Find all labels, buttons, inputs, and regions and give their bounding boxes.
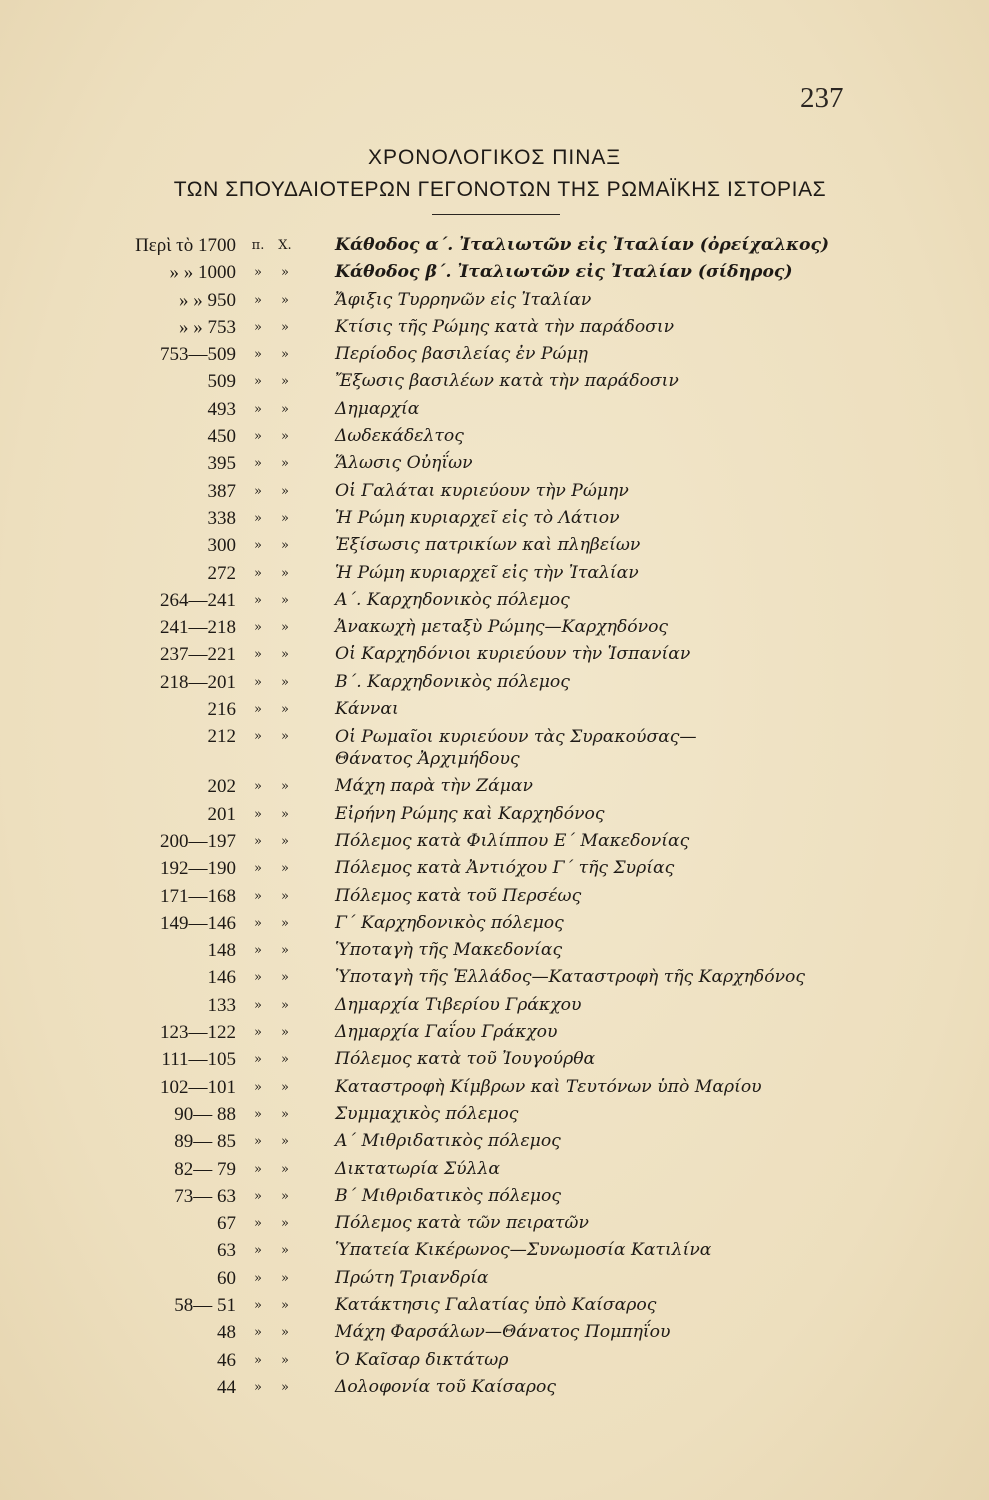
row-era-marker: »: [254, 806, 262, 822]
row-date: » » 753: [179, 316, 236, 338]
row-era-marker: »: [254, 401, 262, 417]
row-era-marker: »: [281, 1106, 289, 1122]
row-era-marker: »: [254, 861, 262, 877]
row-event: Περίοδος βασιλείας ἐν Ρώμῃ: [335, 344, 588, 365]
row-event: Ἔξωσις βασιλέων κατὰ τὴν παράδοσιν: [335, 371, 679, 392]
chronology-row: [0, 532, 989, 559]
chronology-row: [0, 450, 989, 477]
row-era-marker: »: [254, 702, 262, 718]
row-event: Οἱ Καρχηδόνιοι κυριεύουν τὴν Ἱσπανίαν: [335, 644, 691, 665]
row-event: Πόλεμος κατὰ τῶν πειρατῶν: [335, 1213, 589, 1234]
row-era-marker: »: [254, 429, 262, 445]
row-date: 102—101: [160, 1076, 236, 1098]
chronology-row: [0, 855, 989, 882]
chronology-row: [0, 232, 989, 259]
row-era-marker: »: [281, 779, 289, 795]
row-event: Δικτατωρία Σύλλα: [335, 1158, 500, 1179]
chronology-row: [0, 773, 989, 800]
row-era-marker: »: [281, 943, 289, 959]
row-era-marker: »: [281, 1079, 289, 1095]
row-event: Κάθοδος β΄. Ἰταλιωτῶν εἰς Ἰταλίαν (σίδηρος): [335, 262, 793, 283]
row-era-marker: »: [254, 483, 262, 499]
row-era-marker: »: [254, 1243, 262, 1259]
row-event: Οἱ Ρωμαῖοι κυριεύουν τὰς Συρακούσας—Θάνατος Ἀρχιμήδους: [335, 727, 697, 770]
chronology-row: [0, 937, 989, 964]
row-era-marker: »: [254, 620, 262, 636]
chronology-row: [0, 423, 989, 450]
row-event: Κάνναι: [335, 699, 399, 720]
row-era-marker: »: [281, 1243, 289, 1259]
row-date: 73— 63: [174, 1185, 236, 1207]
row-date: 200—197: [160, 830, 236, 852]
row-date: 123—122: [160, 1022, 236, 1044]
chronology-row: [0, 259, 989, 286]
chronology-row: [0, 641, 989, 668]
chronology-row: [0, 801, 989, 828]
chronology-row: [0, 1347, 989, 1374]
row-era-marker: »: [281, 1352, 289, 1368]
chronology-row: [0, 1265, 989, 1292]
row-date: 82— 79: [174, 1158, 236, 1180]
row-date: 272: [207, 562, 236, 584]
chronology-row: [0, 696, 989, 723]
row-date: 237—221: [160, 644, 236, 666]
row-event: Ἀνακωχὴ μεταξὺ Ρώμης—Καρχηδόνος: [335, 617, 669, 638]
row-era-marker: »: [281, 429, 289, 445]
row-date: 202: [207, 776, 236, 798]
row-era-marker: »: [281, 347, 289, 363]
row-era-marker: »: [254, 915, 262, 931]
chronology-row: [0, 505, 989, 532]
row-era-marker: »: [281, 702, 289, 718]
row-event: Δωδεκάδελτος: [335, 426, 464, 447]
row-era-marker: »: [254, 729, 262, 745]
row-date: 338: [207, 507, 236, 529]
row-event: Γ΄ Καρχηδονικὸς πόλεμος: [335, 912, 564, 933]
row-event: Κάθοδος α΄. Ἰταλιωτῶν εἰς Ἰταλίαν (ὀρείχαλκος): [335, 235, 830, 255]
row-date: 133: [207, 994, 236, 1016]
row-era-marker: »: [281, 538, 289, 554]
row-event: Οἱ Γαλάται κυριεύουν τὴν Ρώμην: [335, 480, 629, 501]
row-era-marker: »: [254, 1270, 262, 1286]
row-date: 264—241: [160, 589, 236, 611]
row-event: Ὁ Καῖσαρ δικτάτωρ: [335, 1349, 509, 1370]
row-date: 149—146: [160, 912, 236, 934]
row-date: 58— 51: [174, 1294, 236, 1316]
row-event: Μάχη παρὰ τὴν Ζάμαν: [335, 776, 533, 797]
row-era-marker: »: [281, 674, 289, 690]
row-date: 387: [207, 480, 236, 502]
row-era-marker: »: [281, 1270, 289, 1286]
table-title: ΧΡΟΝΟΛΟΓΙΚΟΣ ΠΙΝΑΞ: [367, 146, 622, 169]
row-era-marker: »: [254, 970, 262, 986]
row-event: Α΄ Μιθριδατικὸς πόλεμος: [335, 1131, 561, 1152]
row-era-marker: »: [254, 456, 262, 472]
row-date: 241—218: [160, 617, 236, 639]
row-date: 90— 88: [174, 1103, 236, 1125]
row-event: Δημαρχία Γαΐου Γράκχου: [335, 1022, 558, 1043]
row-event: Β΄ Μιθριδατικὸς πόλεμος: [335, 1185, 562, 1206]
chronology-row: [0, 1374, 989, 1401]
row-era-marker: »: [281, 510, 289, 526]
row-date: 46: [217, 1349, 236, 1371]
row-date: » » 950: [179, 289, 236, 311]
row-date: 63: [217, 1240, 236, 1262]
chronology-row: [0, 478, 989, 505]
row-date: 146: [207, 967, 236, 989]
row-event: Ἄφιξις Τυρρηνῶν εἰς Ἰταλίαν: [335, 289, 592, 310]
chronology-row: [0, 910, 989, 937]
row-date: 171—168: [160, 885, 236, 907]
chronology-row: [0, 287, 989, 314]
row-date: 148: [207, 940, 236, 962]
row-event: Ἅλωσις Οὐηΐων: [335, 453, 473, 474]
row-date: 216: [207, 699, 236, 721]
row-event: Εἰρήνη Ρώμης καὶ Καρχηδόνος: [335, 803, 605, 824]
chronology-row: [0, 314, 989, 341]
row-event: Πόλεμος κατὰ Ἀντιόχου Γ΄ τῆς Συρίας: [335, 858, 675, 879]
chronology-row: [0, 341, 989, 368]
row-date: 44: [217, 1376, 236, 1398]
chronology-row: [0, 1183, 989, 1210]
row-era-marker: »: [254, 1325, 262, 1341]
row-era-marker: »: [254, 565, 262, 581]
row-date: 201: [207, 803, 236, 825]
row-era-marker: »: [281, 565, 289, 581]
row-date: 212: [207, 726, 236, 748]
row-era-marker: »: [254, 833, 262, 849]
row-event: Α΄. Καρχηδονικὸς πόλεμος: [335, 589, 570, 610]
row-event: Ὑποταγὴ τῆς Μακεδονίας: [335, 940, 563, 961]
row-era-marker: »: [254, 292, 262, 308]
row-event: Δημαρχία Τιβερίου Γράκχου: [335, 994, 582, 1015]
row-event: Β΄. Καρχηδονικὸς πόλεμος: [335, 671, 570, 692]
row-era-marker: »: [254, 888, 262, 904]
row-event: Ἐξίσωσις πατρικίων καὶ πληβείων: [335, 535, 641, 556]
row-event: Ὑποταγὴ τῆς Ἑλλάδος—Καταστροφὴ τῆς Καρχηδόνος: [335, 967, 805, 988]
row-era-marker: »: [281, 292, 289, 308]
row-era-marker: Χ.: [278, 238, 292, 253]
row-event: Συμμαχικὸς πόλεμος: [335, 1103, 519, 1124]
chronology-row: [0, 614, 989, 641]
chronology-row: [0, 723, 989, 773]
row-event: Κτίσις τῆς Ρώμης κατὰ τὴν παράδοσιν: [335, 316, 675, 337]
row-era-marker: »: [254, 374, 262, 390]
row-era-marker: »: [281, 265, 289, 281]
row-event: Πόλεμος κατὰ τοῦ Περσέως: [335, 885, 582, 906]
row-era-marker: »: [281, 970, 289, 986]
row-era-marker: »: [281, 401, 289, 417]
row-era-marker: »: [281, 374, 289, 390]
row-event: Πόλεμος κατὰ τοῦ Ἰουγούρθα: [335, 1049, 596, 1070]
row-era-marker: »: [281, 1134, 289, 1150]
row-era-marker: »: [254, 592, 262, 608]
row-era-marker: »: [254, 779, 262, 795]
row-event: Καταστροφὴ Κίμβρων καὶ Τευτόνων ὑπὸ Μαρίου: [335, 1076, 762, 1097]
row-era-marker: »: [281, 729, 289, 745]
row-era-marker: »: [254, 1188, 262, 1204]
row-event: Ἡ Ρώμη κυριαρχεῖ εἰς τὸ Λάτιον: [335, 507, 620, 528]
row-date: 395: [207, 453, 236, 475]
row-event: Δημαρχία: [335, 398, 420, 419]
chronology-row: [0, 1319, 989, 1346]
chronology-row: [0, 1210, 989, 1237]
chronology-row: [0, 883, 989, 910]
row-date: 300: [207, 535, 236, 557]
chronology-row: [0, 1156, 989, 1183]
row-era-marker: »: [254, 1134, 262, 1150]
chronology-row: [0, 1019, 989, 1046]
row-era-marker: »: [281, 806, 289, 822]
chronology-row: [0, 1074, 989, 1101]
row-event: Ὑπατεία Κικέρωνος—Συνωμοσία Κατιλίνα: [335, 1240, 712, 1261]
chronology-row: [0, 992, 989, 1019]
row-event: Πρώτη Τριανδρία: [335, 1267, 489, 1288]
row-era-marker: »: [254, 1297, 262, 1313]
row-era-marker: »: [281, 1379, 289, 1395]
row-era-marker: »: [281, 915, 289, 931]
row-date: 218—201: [160, 671, 236, 693]
row-era-marker: »: [254, 1216, 262, 1232]
row-date: 67: [217, 1213, 236, 1235]
row-era-marker: »: [281, 1025, 289, 1041]
row-event: Ἡ Ρώμη κυριαρχεῖ εἰς τὴν Ἰταλίαν: [335, 562, 639, 583]
row-event: Μάχη Φαρσάλων—Θάνατος Πομπηΐου: [335, 1322, 671, 1343]
row-era-marker: »: [281, 319, 289, 335]
chronology-row: [0, 1101, 989, 1128]
row-date: Περὶ τὸ 1700: [135, 235, 236, 256]
row-date: 111—105: [161, 1049, 236, 1071]
row-era-marker: »: [281, 483, 289, 499]
row-event: Κατάκτησις Γαλατίας ὑπὸ Καίσαρος: [335, 1294, 657, 1315]
row-era-marker: π.: [251, 238, 265, 253]
row-era-marker: »: [254, 510, 262, 526]
chronology-row: [0, 587, 989, 614]
row-era-marker: »: [254, 538, 262, 554]
row-era-marker: »: [281, 1297, 289, 1313]
row-date: 60: [217, 1267, 236, 1289]
row-era-marker: »: [281, 833, 289, 849]
row-era-marker: »: [254, 943, 262, 959]
chronology-row: [0, 964, 989, 991]
row-era-marker: »: [254, 1079, 262, 1095]
chronology-row: [0, 1292, 989, 1319]
chronology-row: [0, 368, 989, 395]
page-number: 237: [800, 82, 844, 114]
chronology-row: [0, 1046, 989, 1073]
row-era-marker: »: [281, 1216, 289, 1232]
row-date: 450: [207, 426, 236, 448]
chronology-row: [0, 1237, 989, 1264]
row-event: Πόλεμος κατὰ Φιλίππου Ε΄ Μακεδονίας: [335, 830, 690, 851]
row-date: 493: [207, 398, 236, 420]
chronology-row: [0, 396, 989, 423]
row-date: 48: [217, 1322, 236, 1344]
row-era-marker: »: [281, 861, 289, 877]
row-era-marker: »: [281, 997, 289, 1013]
row-era-marker: »: [254, 319, 262, 335]
row-era-marker: »: [254, 1161, 262, 1177]
row-era-marker: »: [254, 1352, 262, 1368]
row-era-marker: »: [254, 674, 262, 690]
chronology-row: [0, 1128, 989, 1155]
row-era-marker: »: [254, 265, 262, 281]
row-era-marker: »: [281, 1161, 289, 1177]
row-era-marker: »: [281, 592, 289, 608]
row-date: » » 1000: [169, 262, 236, 284]
row-era-marker: »: [254, 347, 262, 363]
row-event: Δολοφονία τοῦ Καίσαρος: [335, 1376, 557, 1397]
row-date: 192—190: [160, 858, 236, 880]
row-era-marker: »: [281, 888, 289, 904]
row-era-marker: »: [254, 997, 262, 1013]
row-era-marker: »: [281, 1052, 289, 1068]
row-era-marker: »: [281, 647, 289, 663]
chronology-row: [0, 669, 989, 696]
title-divider: [432, 214, 560, 215]
chronology-row: [0, 828, 989, 855]
row-era-marker: »: [281, 456, 289, 472]
row-era-marker: »: [254, 1052, 262, 1068]
row-era-marker: »: [281, 1325, 289, 1341]
row-era-marker: »: [254, 1025, 262, 1041]
row-date: 509: [207, 371, 236, 393]
row-era-marker: »: [254, 1106, 262, 1122]
row-era-marker: »: [281, 1188, 289, 1204]
table-subtitle: ΤΩΝ ΣΠΟΥΔΑΙΟΤΕΡΩΝ ΓΕΓΟΝΟΤΩΝ ΤΗΣ ΡΩΜΑΪΚΗΣ ΙΣΤΟΡΙΑΣ: [173, 178, 827, 201]
row-era-marker: »: [254, 1379, 262, 1395]
chronology-row: [0, 560, 989, 587]
row-era-marker: »: [254, 647, 262, 663]
row-date: 89— 85: [174, 1131, 236, 1153]
chronology-table: [0, 232, 989, 1401]
row-date: 753—509: [160, 344, 236, 366]
row-era-marker: »: [281, 620, 289, 636]
